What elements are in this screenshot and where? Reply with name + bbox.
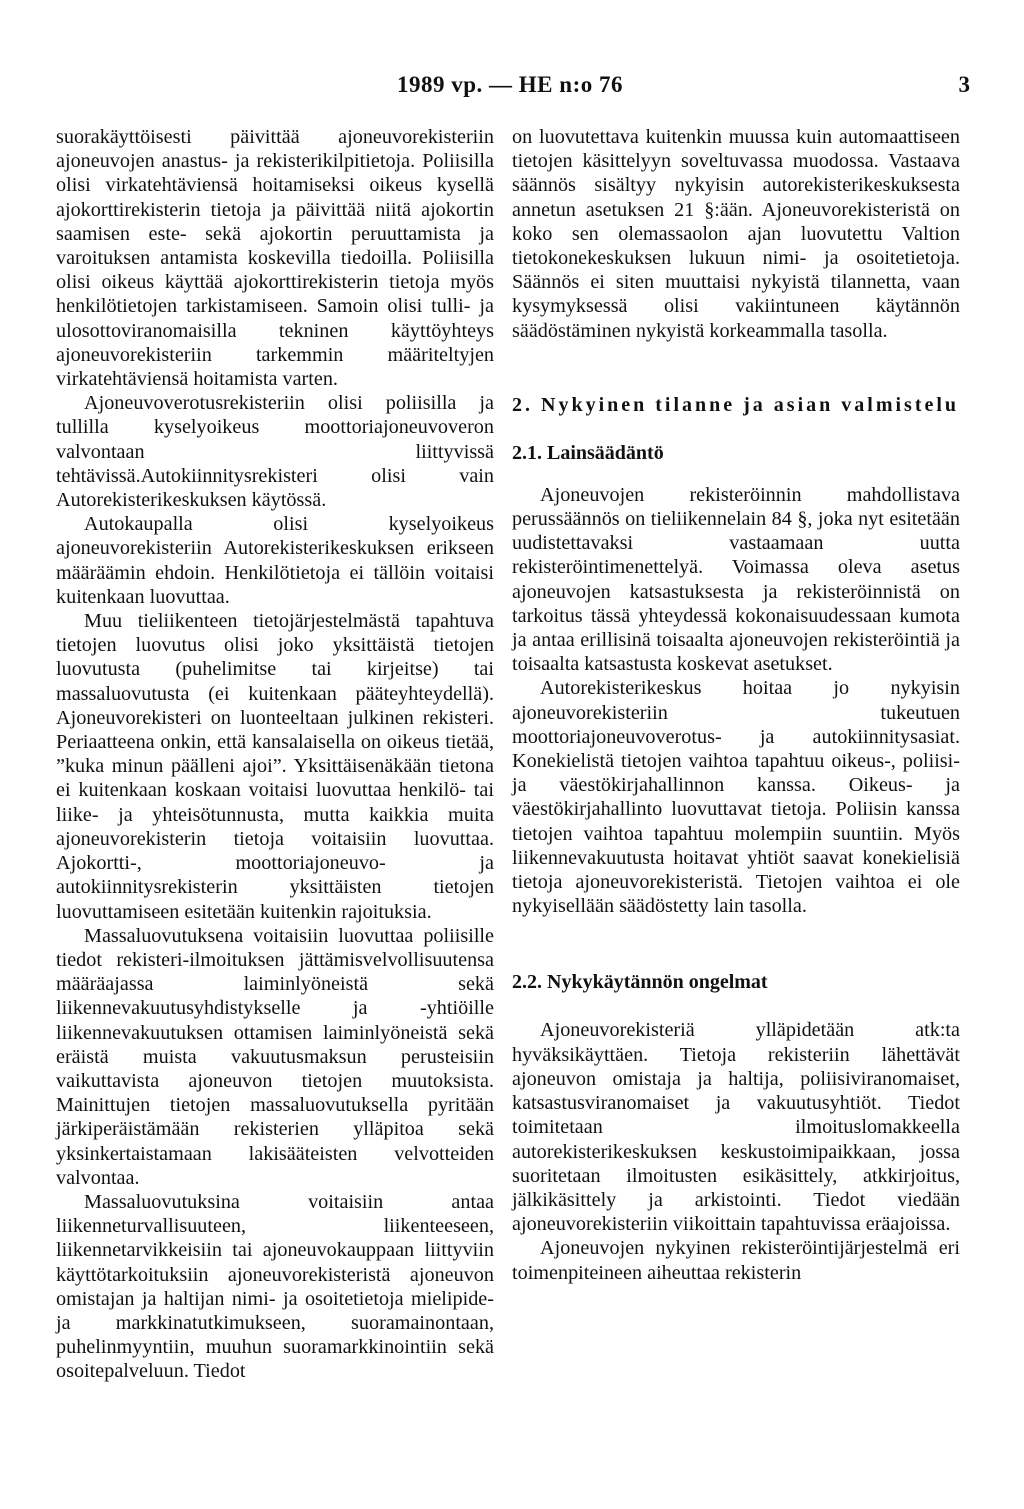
paragraph: Autokaupalla olisi kyselyoikeus ajoneuvorekisteriin Autorekisterikeskuksen erikseen määräämin ehdoin. Henkilötietoja ei tällöin voitaisi kuitenkaan luovuttaa.: [56, 513, 494, 608]
page-header: [0, 72, 1024, 102]
paragraph: suorakäyttöisesti päivittää ajoneuvorekisteriin ajoneuvojen anastus- ja rekisterikilpitietoja. Poliisilla olisi virkatehtäviensä hoitamiseksi oikeus kysellä ajokorttirekisterin tietoja ja päivittää niitä ajokortin saamisen este- sekä ajokortin peruuttamista ja varoituksen antamista koskevilla tiedoilla. Poliisilla olisi oikeus käyttää ajokorttirekisterin tietoja myös henkilötietojen tarkistamiseen. Samoin olisi tulli- ja ulosottoviranomaisilla tekninen käyttöyhteys ajoneuvorekisteriin tarkemmin määriteltyjen virkatehtäviensä hoitamista varten.: [56, 126, 494, 391]
paragraph: Ajoneuvojen rekisteröinnin mahdollistava perussäännös on tieliikennelain 84 §, joka nyt esitetään uudistettavaksi vastaamaan uutta rekisteröintimenettelyä. Voimassa oleva asetus ajoneuvojen katsastuksesta ja rekisteröinnistä on tarkoitus tässä yhteydessä kokonaisuudessaan kumota ja antaa erillisinä toisaalta ajoneuvojen rekisteröintiä ja toisaalta katsastusta koskevat asetukset.: [512, 483, 960, 676]
page-number: 3: [958, 72, 970, 97]
paragraph: Ajoneuvoverotusrekisteriin olisi poliisilla ja tullilla kyselyoikeus moottoriajoneuvoveron valvontaan liittyvissä tehtävissä.Autokiinnitysrekisteri olisi vain Autorekisterikeskuksen käytössä.: [56, 392, 494, 512]
paragraph: Autorekisterikeskus hoitaa jo nykyisin ajoneuvorekisteriin tukeutuen moottoriajoneuvoverotus- ja autokiinnitysasiat. Konekielistä tietojen vaihtoa tapahtuu oikeus-, poliisi- ja väestökirjahallinnon kanssa. Oikeus- ja väestökirjahallinto luovuttavat tietoja. Poliisin kanssa tietojen vaihtoa tapahtuu molempiin suuntiin. Myös liikennevakuutusta hoitavat yhtiöt saavat konekielisiä tietoja ajoneuvorekisteristä. Tietojen vaihtoa ei ole nykyisellään säädöstetty lain tasolla.: [512, 677, 960, 918]
paragraph: Massaluovutuksena voitaisiin luovuttaa poliisille tiedot rekisteri-ilmoituksen jättämisvelvollisuutensa määräajassa laiminlyöneistä sekä liikennevakuutusyhdistykselle ja -yhtiöille liikennevakuutuksen ottamisen laiminlyöneistä sekä eräistä muista vakuutusmaksun perusteisiin vaikuttavista ajoneuvon tietojen muutoksista. Mainittujen tietojen massaluovutuksella pyritään järkiperäistämään rekisterien ylläpitoa sekä yksinkertaistamaan lakisääteisten velvotteiden valvontaa.: [56, 924, 494, 1189]
running-title: 1989 vp. — HE n:o 76: [397, 72, 623, 97]
paragraph: Ajoneuvojen nykyinen rekisteröintijärjestelmä eri toimenpiteineen aiheuttaa rekisterin: [512, 1237, 960, 1284]
paragraph: Massaluovutuksina voitaisiin antaa liikenneturvallisuuteen, liikenteeseen, liikennetarvikkeisiin tai ajoneuvokauppaan liittyviin käyttötarkoituksiin ajoneuvorekisteristä ajoneuvon omistajan ja haltijan nimi- ja osoitetietoja mielipide- ja markkinatutkimukseen, suoramainontaan, puhelinmyyntiin, muuhun suoramarkkinointiin sekä osoitepalveluun. Tiedot: [56, 1190, 494, 1383]
paragraph: Ajoneuvorekisteriä ylläpidetään atk:ta hyväksikäyttäen. Tietoja rekisteriin lähettävät ajoneuvon omistaja ja haltija, poliisiviranomaiset, katsastusviranomaiset ja vakuutusyhtiöt. Tiedot toimitetaan ilmoituslomakkeella autorekisterikeskuksen keskustoimipaikkaan, jossa suoritetaan ilmoitusten esikäsittely, atkkirjoitus, jälkikäsittely ja arkistointi. Tiedot viedään ajoneuvorekisteriin viikoittain tapahtuvissa eräajoissa.: [512, 1019, 960, 1236]
paragraph: Muu tieliikenteen tietojärjestelmästä tapahtuva tietojen luovutus olisi joko yksittäistä tietojen luovutusta (puhelimitse tai kirjeitse) tai massaluovutusta (ei kuitenkaan pääteyhteydellä). Ajoneuvorekisteri on luonteeltaan julkinen rekisteri. Periaatteena onkin, että kansalaisella on oikeus tietää, ”kuka minun päälleni ajoi”. Yksittäisenäkään tietona ei kuitenkaan koskaan voitaisi luovuttaa henkilö- tai liike- ja yhteisötunnusta, mutta kaikkia muita ajoneuvorekisterin tietoja voitaisiin luovuttaa. Ajokortti-, moottoriajoneuvo- ja autokiinnitysrekisterin yksittäisten tietojen luovuttamiseen esitetään kuitenkin rajoituksia.: [56, 610, 494, 923]
right-column: [512, 125, 960, 1285]
left-column: [56, 125, 494, 1384]
subsection-heading: 2.1. Lainsäädäntö: [512, 441, 664, 464]
paragraph: on luovutettava kuitenkin muussa kuin automaattiseen tietojen käsittelyyn soveltuvassa muodossa. Vastaava säännös sisältyy nykyisin autorekisterikeskuksesta annetun asetuksen 21 §:ään. Ajoneuvorekisteristä on koko sen olemassaolon ajan luovutettu Valtion tietokonekeskuksen lukuun nimi- ja osoitetietoja. Säännös ei siten muuttaisi nykyistä tilannetta, vaan kysymyksessä olisi vakiintuneen käytännön säädöstäminen nykyistä korkeammalla tasolla.: [512, 126, 960, 342]
section-heading: 2. Nykyinen tilanne ja asian valmistelu: [512, 393, 960, 416]
subsection-heading: 2.2. Nykykäytännön ongelmat: [512, 971, 768, 994]
